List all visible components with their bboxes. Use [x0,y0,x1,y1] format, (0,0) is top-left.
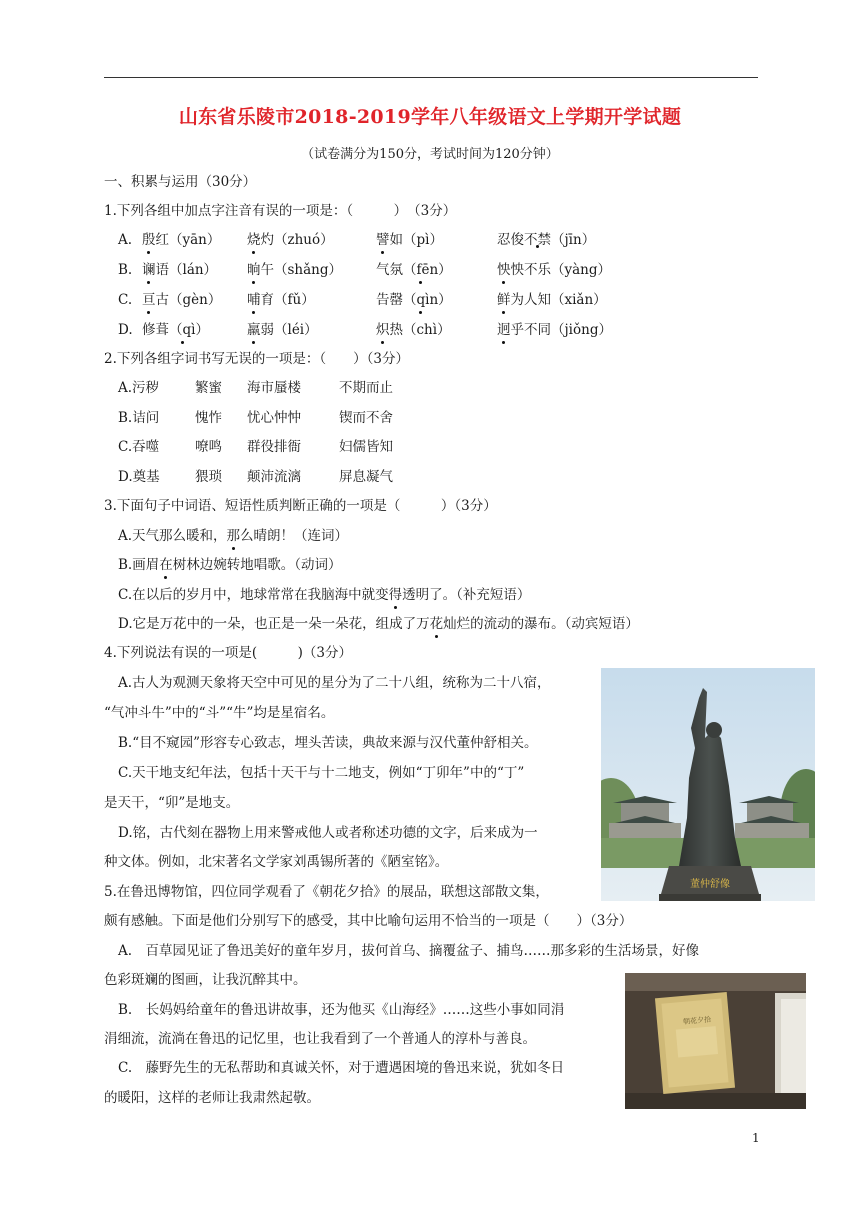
q1-option-word: 鲜为人知（xiǎn） [497,292,607,308]
q2-option: 嘹鸣 [195,439,222,455]
q1-row-label: C. [118,292,133,308]
q2-option: 群役排衙 [247,439,301,455]
q2-option: 愧怍 [195,410,222,426]
q3-option-a: A.天气那么暖和，那么晴朗！（连词） [118,528,349,544]
q2-stem: 2.下列各组字词书写无误的一项是：（ ）（3分） [104,351,409,367]
q2-option: B.诘问 [118,410,160,426]
q3-option-d: D.它是万花中的一朵，也正是一朵一朵花，组成了万花灿烂的流动的瀑布。（动宾短语） [118,616,639,632]
q4-stem: 4.下列说法有误的一项是( )（3分） [104,645,353,661]
q4-line: 是天干，“卯”是地支。 [104,795,240,811]
q5-line: 5.在鲁迅博物馆，四位同学观看了《朝花夕拾》的展品，联想这部散文集， [104,884,549,900]
statue-caption: 董仲舒像 [690,879,730,890]
q1-row-label: D. [118,322,133,338]
q2-option: 猥琐 [195,469,222,485]
q1-option-word: 譬如（pì） [376,232,443,248]
q5-line: 的暖阳，这样的老师让我肃然起敬。 [104,1090,320,1106]
page-number: 1 [752,1131,760,1145]
q4-line: B.“目不窥园”形容专心致志，埋头苦读，典故来源与汉代董仲舒相关。 [118,735,538,751]
q2-option: 妇儒皆知 [339,439,393,455]
q5-line: 颇有感触。下面是他们分别写下的感受，其中比喻句运用不恰当的一项是（ ）（3分） [104,913,633,929]
q1-option-word: 烧灼（zhuó） [247,232,334,248]
q2-option: 锲而不舍 [339,410,393,426]
q5-line: 色彩斑斓的图画，让我沉醉其中。 [104,972,307,988]
q1-row-label: A. [118,232,133,248]
q2-option: 忧心忡忡 [247,410,301,426]
q3-option-b: B.画眉在树林边婉转地唱歌。（动词） [118,557,342,573]
q1-option-word: 修葺（qì） [142,322,209,338]
q5-line: C. 藤野先生的无私帮助和真诚关怀，对于遭遇困境的鲁迅来说，犹如冬日 [118,1060,565,1076]
q2-option: 不期而止 [339,380,393,396]
header-rule [104,77,758,78]
q3-stem: 3.下面句子中词语、短语性质判断正确的一项是（ ）（3分） [104,498,497,514]
q2-option: D.奠基 [118,469,160,485]
q1-option-word: 炽热（chì） [376,322,451,338]
q5-line: B. 长妈妈给童年的鲁迅讲故事，还为他买《山海经》……这些小事如同涓 [118,1002,565,1018]
exam-title: 山东省乐陵市2018-2019学年八年级语文上学期开学试题 [178,106,682,128]
q4-line: “气冲斗牛”中的“斗”“牛”均是星宿名。 [104,705,335,721]
q2-option: 繁蜜 [195,380,222,396]
q1-option-word: 哺育（fǔ） [247,292,315,308]
book-caption: 朝花夕拾 [682,1015,712,1026]
q1-option-word: 气氛（fēn） [376,262,452,278]
q2-option: 海市蜃楼 [247,380,301,396]
q3-option-c: C.在以后的岁月中，地球常常在我脑海中就变得透明了。（补充短语） [118,587,531,603]
q1-option-word: 怏怏不乐（yàng） [497,262,612,278]
q4-line: 种文体。例如，北宋著名文学家刘禹锡所著的《陋室铭》。 [104,854,449,870]
q2-option: A.污秽 [118,380,160,396]
q1-option-word: 亘古（gèn） [142,292,222,308]
q5-line: A. 百草园见证了鲁迅美好的童年岁月，拔何首乌、摘覆盆子、捕鸟……那多彩的生活场景，好像 [118,943,700,959]
exam-subtitle: （试卷满分为150分，考试时间为120分钟） [301,147,559,162]
q2-option: 颠沛流漓 [247,469,301,485]
section-heading: 一、积累与运用（30分） [104,174,257,190]
q1-option-word: 忍俊不禁（jīn） [497,232,596,248]
q4-line: D.铭，古代刻在器物上用来警戒他人或者称述功德的文字，后来成为一 [118,825,538,841]
q2-option: 屏息凝气 [339,469,393,485]
q1-option-word: 晌午（shǎng） [247,262,343,278]
q2-option: C.吞噬 [118,439,160,455]
q4-line: C.天干地支纪年法，包括十天干与十二地支，例如“丁卯年”中的“丁” [118,765,525,781]
q1-row-label: B. [118,262,133,278]
q1-stem: 1.下列各组中加点字注音有误的一项是：（ ） （3分） [104,203,457,219]
statue-photo [601,668,815,901]
q5-line: 涓细流，流淌在鲁迅的记忆里，也让我看到了一个普通人的淳朴与善良。 [104,1031,536,1047]
q1-option-word: 羸弱（léi） [247,322,318,338]
book-photo [625,973,806,1109]
q4-line: A.古人为观测天象将天空中可见的星分为了二十八组，统称为二十八宿， [118,675,551,691]
q1-option-word: 殷红（yān） [142,232,221,248]
q1-option-word: 迥乎不同（jiǒng） [497,322,612,338]
q1-option-word: 谰语（lán） [142,262,218,278]
q1-option-word: 告罄（qìn） [376,292,452,308]
